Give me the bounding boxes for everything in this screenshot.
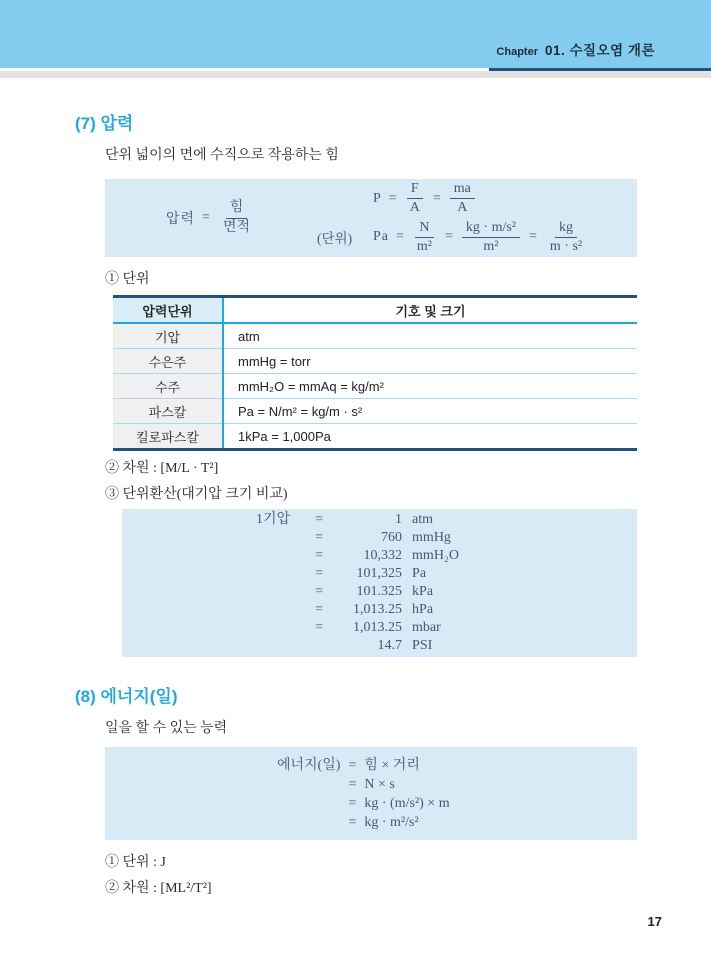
equals-sign: = bbox=[315, 512, 323, 527]
equation-rhs: N × s bbox=[364, 776, 395, 792]
table-row-pascal bbox=[113, 399, 637, 424]
equals-sign: = bbox=[432, 190, 441, 206]
formula-lhs: P bbox=[373, 190, 382, 206]
conversion-lhs: 1기압 bbox=[256, 512, 291, 527]
fraction-denominator: m² bbox=[483, 238, 499, 254]
equation-rhs: 힘 × 거리 bbox=[364, 757, 420, 773]
energy-equation-row bbox=[264, 794, 449, 813]
energy-description: 일을 할 수 있는 능력 bbox=[105, 721, 228, 736]
unit-symbol: Pa = N/m² = kg/m · s² bbox=[223, 399, 637, 424]
pressure-description: 단위 넓이의 면에 수직으로 작용하는 힘 bbox=[105, 148, 339, 163]
conversion-value: 1,013.25 bbox=[353, 620, 403, 635]
conversion-row bbox=[256, 511, 459, 529]
conversion-row bbox=[256, 601, 459, 619]
conversion-unit: Pa bbox=[412, 566, 427, 581]
fraction-F-A bbox=[406, 181, 424, 216]
numbered-item-dimension: ② 차원 : [M/L · T²] bbox=[105, 461, 219, 476]
conversion-row bbox=[256, 583, 459, 601]
table-row-kilopascal bbox=[113, 424, 637, 450]
table-row-mercury bbox=[113, 349, 637, 374]
conversion-value: 101,325 bbox=[356, 566, 403, 581]
equals-sign: = bbox=[315, 548, 323, 563]
fraction-numerator: ma bbox=[450, 181, 475, 199]
conversion-unit: mmH₂O bbox=[412, 548, 459, 563]
conversion-unit: atm bbox=[412, 512, 434, 527]
header-underline-spacer bbox=[0, 68, 489, 71]
formula-row-pa bbox=[317, 220, 637, 255]
fraction-force-over-area bbox=[219, 200, 254, 235]
unit-label: (단위) bbox=[317, 231, 353, 247]
equals-sign: = bbox=[348, 757, 357, 773]
conversion-unit: PSI bbox=[412, 638, 433, 653]
page-number: 17 bbox=[647, 914, 662, 929]
header-underline-row bbox=[0, 68, 711, 71]
pressure-unit-formulas bbox=[317, 178, 637, 257]
fraction-denominator: 면적 bbox=[222, 219, 251, 235]
fraction-N-m2 bbox=[413, 220, 436, 255]
conversion-value: 10,332 bbox=[363, 548, 403, 563]
conversion-row bbox=[256, 637, 459, 655]
numbered-item-conversion: ③ 단위환산(대기압 크기 비교) bbox=[105, 487, 288, 502]
conversion-row bbox=[256, 619, 459, 637]
conversion-value: 1 bbox=[395, 512, 403, 527]
equals-sign: = bbox=[315, 584, 323, 599]
equation-rhs: kg · m²/s² bbox=[364, 814, 419, 830]
conversion-unit: kPa bbox=[412, 584, 434, 599]
table-header-row bbox=[113, 297, 637, 324]
chapter-title: 01. 수질오염 개론 bbox=[544, 43, 655, 58]
conversion-unit: mmHg bbox=[412, 530, 451, 545]
equals-sign: = bbox=[315, 530, 323, 545]
unit-symbol: 1kPa = 1,000Pa bbox=[223, 424, 637, 450]
conversion-value: 14.7 bbox=[377, 638, 403, 653]
fraction-numerator: F bbox=[407, 181, 423, 199]
fraction-kgms2-m2 bbox=[462, 220, 520, 255]
energy-equations bbox=[264, 756, 449, 832]
pressure-definition-formula bbox=[105, 200, 317, 235]
energy-equation-row bbox=[264, 813, 449, 832]
fraction-denominator: m² bbox=[416, 238, 432, 254]
energy-equation-row bbox=[264, 775, 449, 794]
chapter-heading bbox=[496, 39, 655, 59]
conversion-row bbox=[256, 565, 459, 583]
fraction-denominator: A bbox=[409, 200, 420, 216]
equals-sign: = bbox=[315, 602, 323, 617]
conversion-value: 101.325 bbox=[356, 584, 403, 599]
fraction-kg-ms2 bbox=[546, 220, 586, 255]
equals-sign: = bbox=[348, 776, 357, 792]
equals-sign: = bbox=[348, 814, 357, 830]
pressure-units-table bbox=[113, 295, 637, 451]
equals-sign: = bbox=[315, 620, 323, 635]
equals-sign: = bbox=[315, 566, 323, 581]
header-divider-strip bbox=[0, 71, 711, 78]
formula-row-p bbox=[317, 181, 637, 216]
unit-name: 수주 bbox=[113, 374, 223, 399]
conversion-value: 760 bbox=[381, 530, 403, 545]
equals-sign: = bbox=[529, 229, 537, 245]
conversion-row bbox=[256, 547, 459, 565]
numbered-item-units: ① 단위 bbox=[105, 272, 150, 287]
equation-lhs: 에너지(일) bbox=[276, 757, 341, 773]
conversion-unit: mbar bbox=[412, 620, 441, 635]
unit-symbol: mmH₂O = mmAq = kg/m² bbox=[223, 374, 637, 399]
fraction-ma-A bbox=[450, 181, 475, 216]
equals-sign: = bbox=[388, 190, 397, 206]
formula-lhs: 압력 bbox=[165, 212, 196, 227]
energy-equation-row bbox=[264, 756, 449, 775]
fraction-denominator: m · s² bbox=[549, 238, 583, 254]
header-underline bbox=[489, 68, 711, 71]
pressure-formula-box bbox=[105, 179, 637, 257]
fraction-numerator: kg · m/s² bbox=[462, 220, 520, 238]
energy-formula-box bbox=[105, 747, 637, 840]
numbered-item-energy-dimension: ② 차원 : [ML²/T²] bbox=[105, 881, 212, 896]
equals-sign: = bbox=[202, 210, 210, 225]
fraction-denominator: A bbox=[457, 200, 468, 216]
fraction-numerator: 힘 bbox=[226, 200, 248, 218]
equals-sign: = bbox=[445, 229, 453, 245]
conversion-row bbox=[256, 529, 459, 547]
table-header-pressure-unit: 압력단위 bbox=[113, 297, 223, 324]
section-heading-pressure: (7) 압력 bbox=[75, 114, 134, 133]
unit-name: 기압 bbox=[113, 323, 223, 349]
section-heading-energy: (8) 에너지(일) bbox=[75, 687, 178, 706]
unit-name: 킬로파스칼 bbox=[113, 424, 223, 450]
equals-sign: = bbox=[396, 229, 404, 245]
conversion-unit: hPa bbox=[412, 602, 434, 617]
conversion-list bbox=[256, 511, 459, 655]
numbered-item-energy-unit: ① 단위 : J bbox=[105, 855, 166, 870]
equals-sign: = bbox=[348, 795, 357, 811]
table-row-water bbox=[113, 374, 637, 399]
unit-name: 수은주 bbox=[113, 349, 223, 374]
fraction-numerator: N bbox=[415, 220, 433, 238]
equation-rhs: kg · (m/s²) × m bbox=[364, 795, 450, 811]
page-header-banner bbox=[0, 0, 711, 68]
conversion-value: 1,013.25 bbox=[353, 602, 403, 617]
table-row-atm bbox=[113, 323, 637, 349]
unit-symbol: mmHg = torr bbox=[223, 349, 637, 374]
chapter-label: Chapter bbox=[496, 46, 538, 58]
fraction-numerator: kg bbox=[555, 220, 577, 238]
unit-name: 파스칼 bbox=[113, 399, 223, 424]
atmosphere-conversion-box bbox=[122, 509, 637, 657]
table-header-symbol-size: 기호 및 크기 bbox=[223, 297, 637, 324]
formula-lhs: Pa bbox=[373, 229, 389, 245]
unit-symbol: atm bbox=[223, 323, 637, 349]
